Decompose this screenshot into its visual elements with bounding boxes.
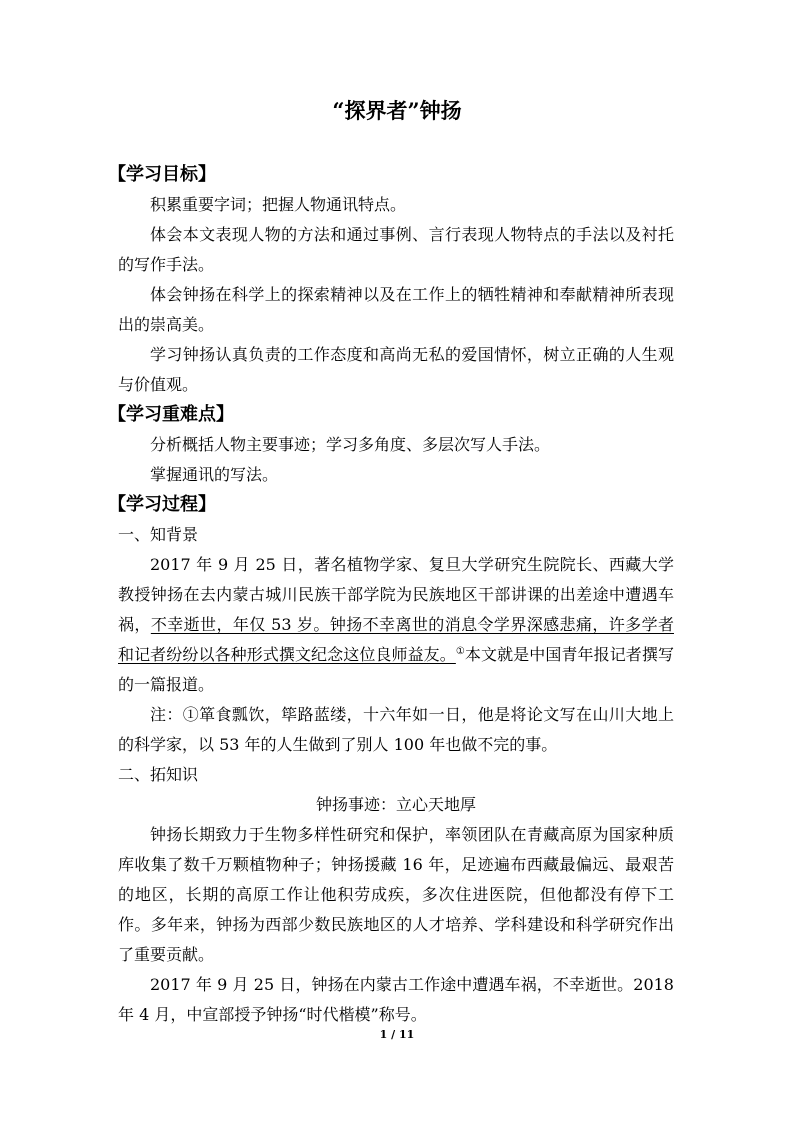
background-paragraph [118,550,674,700]
underlined-text: 不幸逝世，年仅 53 岁。钟扬不幸离世的消息令学界深感悲痛，许多学者和记者纷纷以各种形式撰文纪念这位良师益友。 [118,615,674,664]
goal-item: 体会本文表现人物的方法和通过事例、言行表现人物特点的手法以及衬托的写作手法。 [118,225,674,274]
page-number: 1 / 11 [379,1028,415,1041]
knowledge-paragraph: 2017 年 9 月 25 日，钟扬在内蒙古工作途中遭遇车祸，不幸逝世。2018 年 4 月，中宣部授予钟扬“时代楷模”称号。 [118,975,674,1024]
footnote-paragraph: 注：①箪食瓢饮，筚路蓝缕，十六年如一日，他是将论文写在山川大地上的科学家，以 53 年的人生做到了别人 100 年也做不完的事。 [118,705,674,754]
section-title-knowledge: 二、拓知识 [118,765,199,784]
process-heading: 【学习过程】 [108,494,216,515]
background-text-end: 本文就是中国青年报记者撰写的一篇报道。 [118,645,674,694]
knowledge-paragraph: 钟扬长期致力于生物多样性研究和保护，率领团队在青藏高原为国家种质库收集了数千万颗植物种子；钟扬援藏 16 年，足迹遍布西藏最偏远、最艰苦的地区，长期的高原工作让他积劳成疾，多次住进医院，但他都没有停下工作。多年来，钟扬为西部少数民族地区的人才培养、学科建设和科学研究作出了重要贡献。 [118,825,674,964]
page-title: “探界者”钟扬 [332,98,462,123]
background-text-start: 2017 年 9 月 25 日，著名植物学家、复旦大学研究生院院长、西藏大学教授钟扬在去内蒙古城川民族干部学院为民族地区干部讲课的出差途中遭遇车祸， [118,555,674,634]
document-body [108,160,674,1030]
goals-heading: 【学习目标】 [108,164,216,185]
goal-item: 学习钟扬认真负责的工作态度和高尚无私的爱国情怀，树立正确的人生观与价值观。 [118,345,674,394]
goal-item: 积累重要字词；把握人物通讯特点。 [150,195,407,214]
difficulty-item: 掌握通讯的写法。 [150,465,279,484]
difficulties-heading: 【学习重难点】 [108,404,234,425]
section-subtitle: 钟扬事迹：立心天地厚 [315,795,476,814]
goal-item: 体会钟扬在科学上的探索精神以及在工作上的牺牲精神和奉献精神所表现出的崇高美。 [118,285,674,334]
section-title-background: 一、知背景 [118,525,199,544]
footnote-marker: ① [455,646,465,657]
difficulty-item: 分析概括人物主要事迹；学习多角度、多层次写人手法。 [150,435,551,454]
